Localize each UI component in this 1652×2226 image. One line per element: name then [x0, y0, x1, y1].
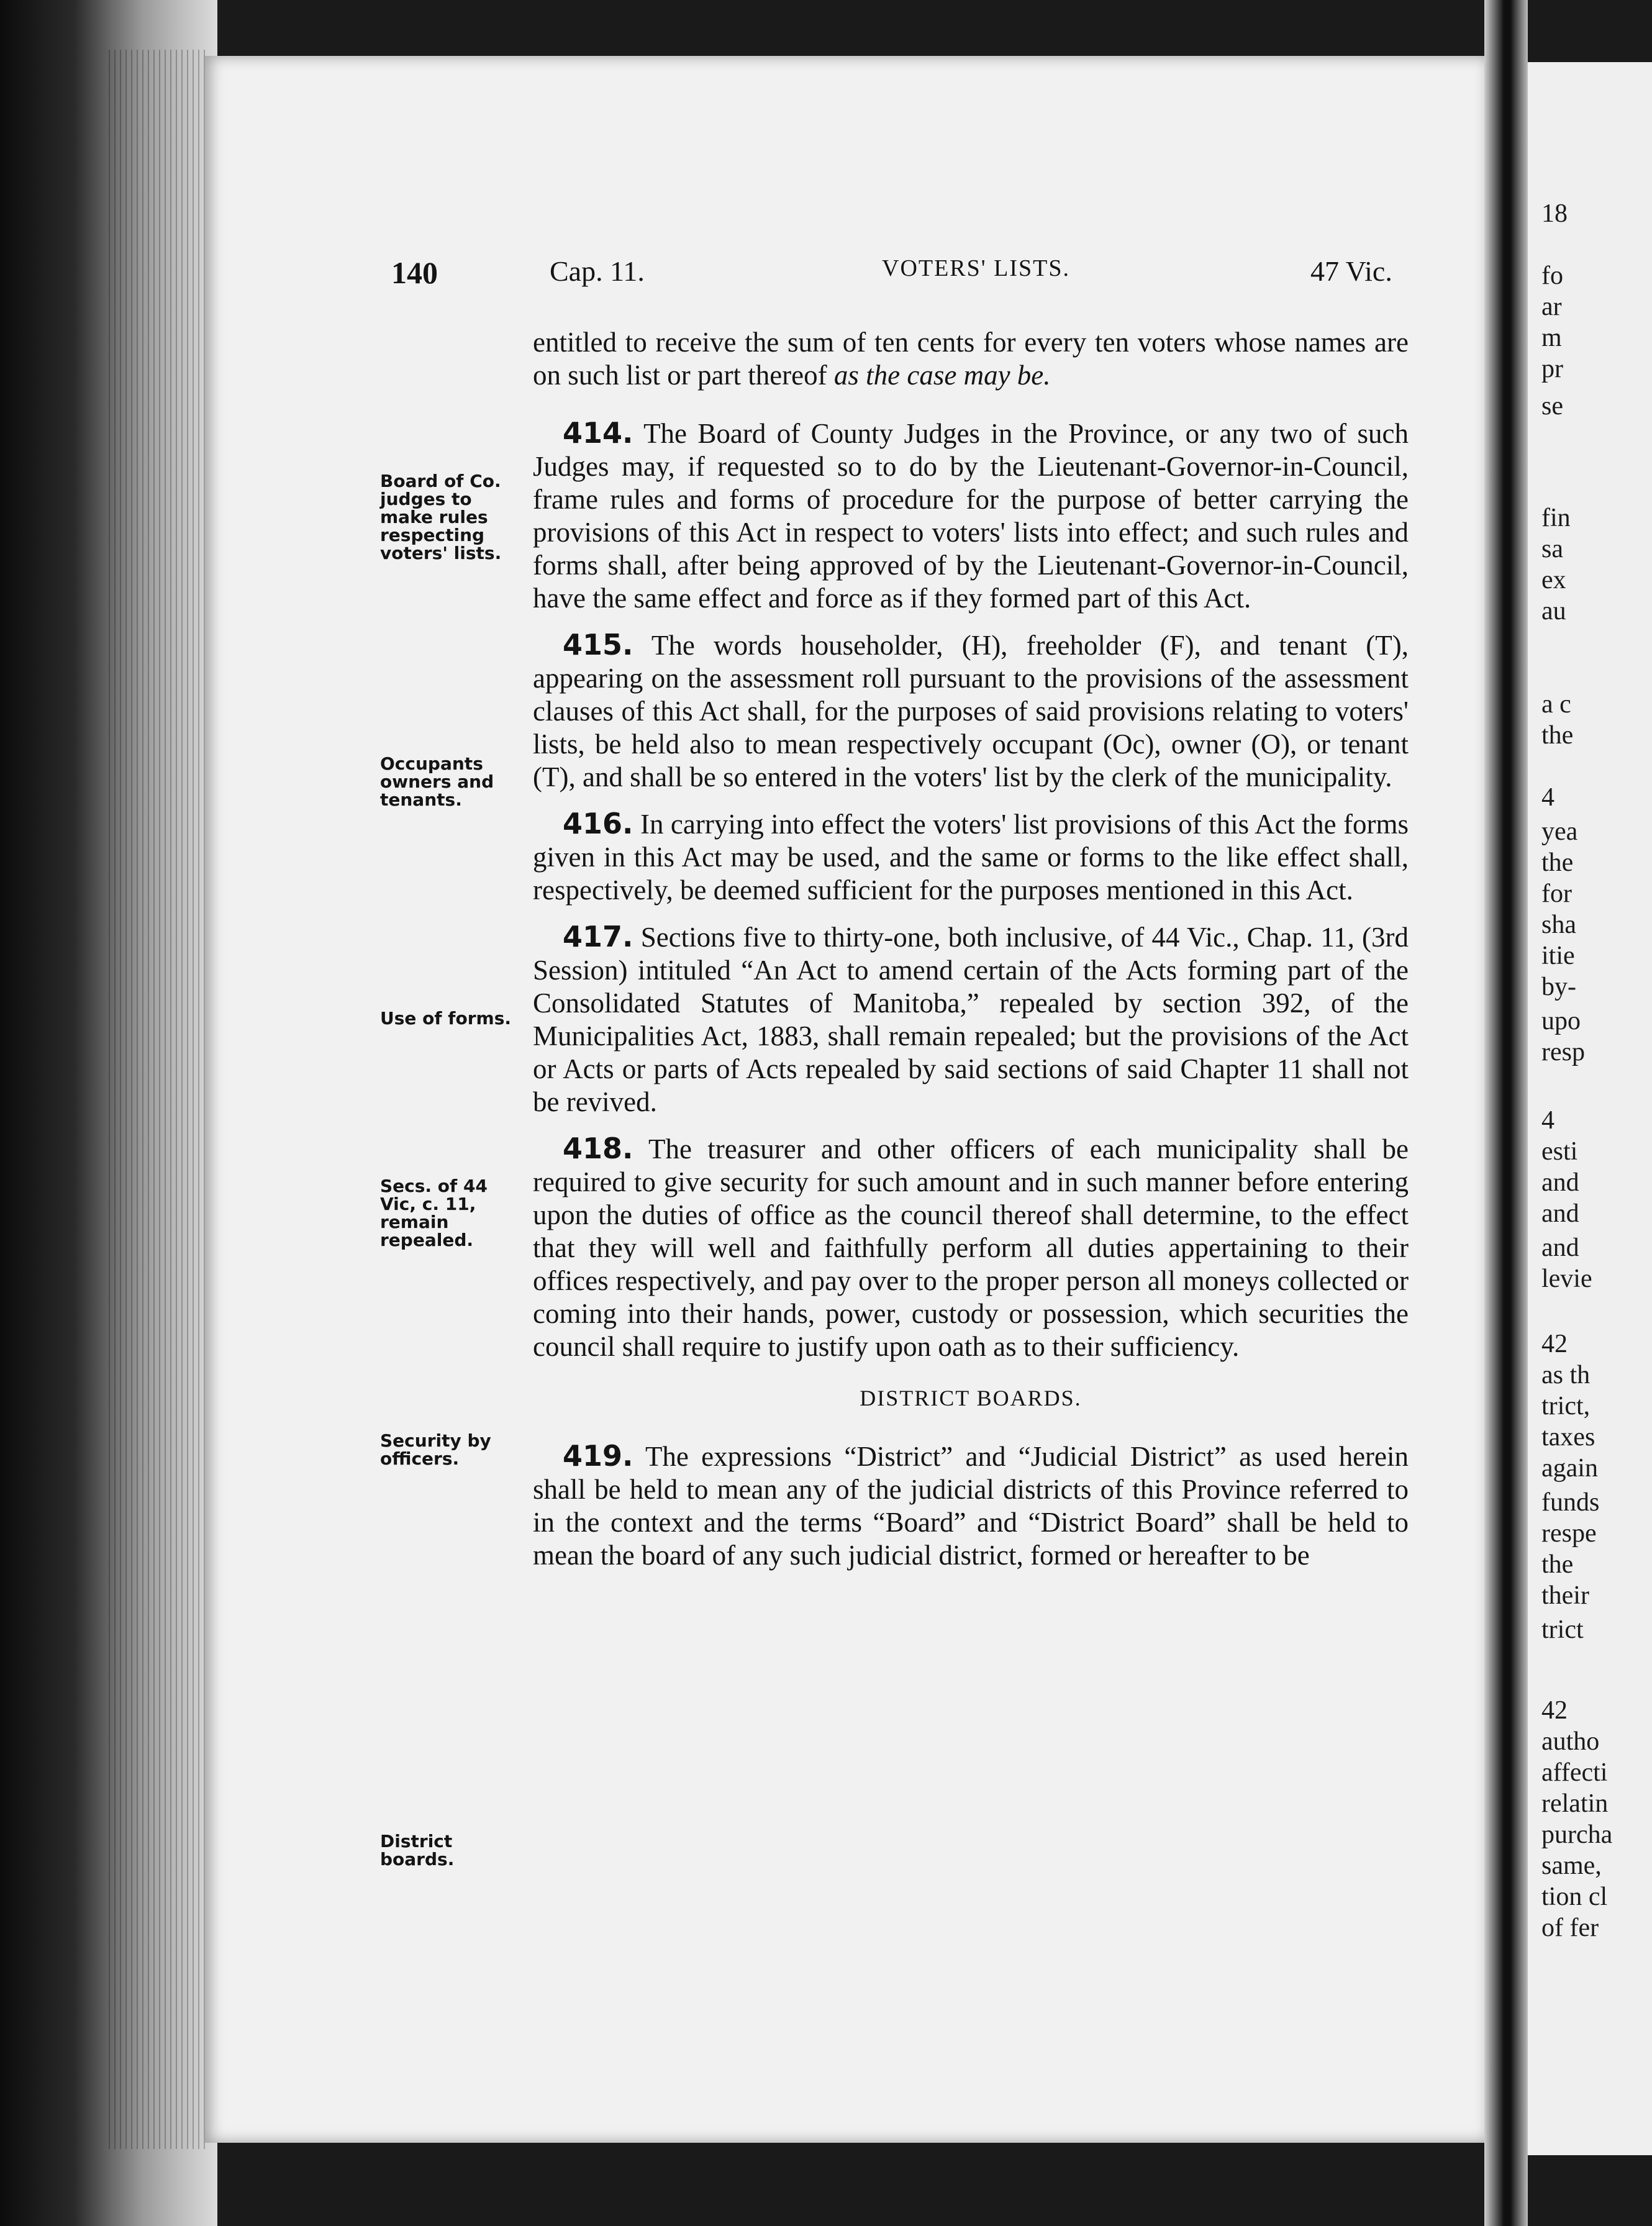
section-text: Sections five to thirty-one, both inclusive, of 44 Vic., Chap. 11, (3rd Session) intituled “An Act to amend certain of the Acts forming part of the Consolidated Statutes of Manitoba,” repealed by section 392, of the Municipalities Act, 1883, shall remain repealed; but the provisions of the Act or Acts or parts of Acts repealed by said sections of said Chapter 11 shall not be revived. [533, 922, 1409, 1117]
section-text: The expressions “District” and “Judicial District” as used herein shall be held to mean any of the judicial districts of this Province referred to in the context and the terms “Board” and “District Board” shall be held to mean the board of any such judicial district, formed or hereafter to be [533, 1441, 1409, 1571]
facing-page-fragment: and [1541, 1199, 1579, 1228]
marginal-note-414: Board of Co. judges to make rules respecting voters' lists. [380, 471, 502, 563]
section-418 [533, 1132, 1409, 1363]
facing-page-fragment: purcha [1541, 1820, 1613, 1849]
facing-page [1528, 62, 1652, 2155]
section-number: 414. [563, 416, 633, 450]
section-text: The words householder, (H), freeholder (F), and tenant (T), appearing on the assessment roll pursuant to the provisions of the assessment clauses of this Act shall, for the purposes of said provisions relating to voters' lists, be held also to mean respectively occupant (Oc), owner (O), or tenant (T), and shall be so entered in the voters' list by the clerk of the municipality. [533, 630, 1409, 793]
facing-page-fragment: respe [1541, 1519, 1597, 1548]
continuation-text: entitled to receive the sum of ten cents for every ten voters whose names are on such list or part thereof [533, 327, 1409, 391]
section-415 [533, 629, 1409, 794]
book-gutter [1484, 0, 1528, 2226]
page-number: 140 [391, 255, 438, 290]
facing-page-fragment: trict [1541, 1615, 1584, 1644]
facing-page-fragment: relatin [1541, 1789, 1609, 1818]
marginal-note-416: Use of forms. [380, 1008, 512, 1029]
facing-page-fragment: 18 [1541, 199, 1568, 228]
continuation-paragraph [533, 326, 1409, 392]
continuation-italic: as the case may be. [833, 360, 1051, 391]
facing-page-fragment: fin [1541, 504, 1571, 532]
facing-page-fragment: and [1541, 1168, 1579, 1197]
section-number: 416. [563, 807, 633, 840]
facing-page-fragment: esti [1541, 1137, 1578, 1166]
facing-page-fragment: se [1541, 392, 1563, 420]
facing-page-fragment: by- [1541, 973, 1576, 1001]
facing-page-fragment: of fer [1541, 1914, 1599, 1942]
section-number: 418. [563, 1132, 633, 1165]
facing-page-fragment: ar [1541, 293, 1562, 321]
facing-page-fragment: itie [1541, 942, 1575, 970]
facing-page-fragment: the [1541, 848, 1574, 877]
marginal-note-418: Security by officers. [380, 1430, 491, 1469]
facing-page-fragment: sa [1541, 535, 1563, 563]
facing-page-fragment: affecti [1541, 1758, 1608, 1787]
section-417 [533, 920, 1409, 1119]
facing-page-fragment: same, [1541, 1851, 1602, 1880]
facing-page-fragment: au [1541, 597, 1566, 625]
running-title: VOTERS' LISTS. [882, 255, 1070, 281]
facing-page-fragment: funds [1541, 1488, 1600, 1517]
facing-page-fragment: taxes [1541, 1423, 1595, 1451]
facing-page-fragment: for [1541, 879, 1572, 908]
facing-page-fragment: again [1541, 1454, 1598, 1483]
facing-page-fragment: 42 [1541, 1696, 1568, 1725]
facing-page-fragment: as th [1541, 1361, 1591, 1389]
facing-page-fragment: upo [1541, 1007, 1581, 1035]
facing-page-fragment: levie [1541, 1265, 1592, 1293]
facing-page-fragment: their [1541, 1581, 1589, 1610]
section-text: The treasurer and other officers of each municipality shall be required to give security for such amount and in such manner before entering upon the duties of office as the council thereof shall determine, to the effect that they will well and faithfully perform all duties appertaining to their offices respectively, and pay over to the proper person all moneys collected or coming into their hands, power, custody or possession, which securities the council shall require to justify upon oath as to their sufficiency. [533, 1133, 1409, 1362]
facing-page-fragment: yea [1541, 817, 1578, 846]
facing-page-fragment: pr [1541, 355, 1563, 383]
facing-page-fragment: autho [1541, 1727, 1600, 1756]
facing-page-fragment: the [1541, 721, 1574, 750]
facing-page-fragment: ex [1541, 566, 1566, 594]
facing-page-fragment: trict, [1541, 1392, 1591, 1420]
facing-page-fragment: tion cl [1541, 1883, 1608, 1911]
section-number: 419. [563, 1439, 633, 1473]
facing-page-fragment: and [1541, 1233, 1579, 1262]
division-heading: DISTRICT BOARDS. [860, 1386, 1082, 1411]
facing-page-fragment: 4 [1541, 1106, 1554, 1135]
facing-page-fragment: 4 [1541, 783, 1554, 812]
marginal-note-417: Secs. of 44 Vic, c. 11, remain repealed. [380, 1176, 488, 1250]
facing-page-fragment: sha [1541, 911, 1576, 939]
section-text: The Board of County Judges in the Province, or any two of such Judges may, if requested so to do by the Lieutenant-Governor-in-Council, frame rules and forms of procedure for the purpose of better carrying the provisions of this Act in respect to voters' lists into effect; and such rules and forms shall, after being approved of by the Lieutenant-Governor-in-Council, have the same effect and force as if they formed part of this Act. [533, 418, 1409, 614]
facing-page-fragment: fo [1541, 261, 1563, 290]
section-number: 415. [563, 628, 633, 661]
section-419 [533, 1440, 1409, 1572]
section-number: 417. [563, 920, 633, 953]
regnal-year: 47 Vic. [1310, 255, 1392, 287]
facing-page-fragment: resp [1541, 1038, 1585, 1066]
chapter-label: Cap. 11. [550, 255, 645, 287]
body-text [533, 326, 1409, 1586]
facing-page-fragment: a c [1541, 690, 1571, 719]
page-edges [109, 50, 208, 2149]
marginal-note-419: District boards. [380, 1831, 455, 1869]
section-414 [533, 417, 1409, 615]
facing-page-fragment: m [1541, 324, 1562, 352]
section-416 [533, 807, 1409, 907]
section-text: In carrying into effect the voters' list provisions of this Act the forms given in this Act may be used, and the same or forms to the like effect shall, respectively, be deemed sufficient for the purposes mentioned in this Act. [533, 809, 1409, 906]
facing-page-fragment: the [1541, 1550, 1574, 1579]
marginal-note-415: Occupants owners and tenants. [380, 753, 494, 810]
facing-page-fragment: 42 [1541, 1330, 1568, 1358]
